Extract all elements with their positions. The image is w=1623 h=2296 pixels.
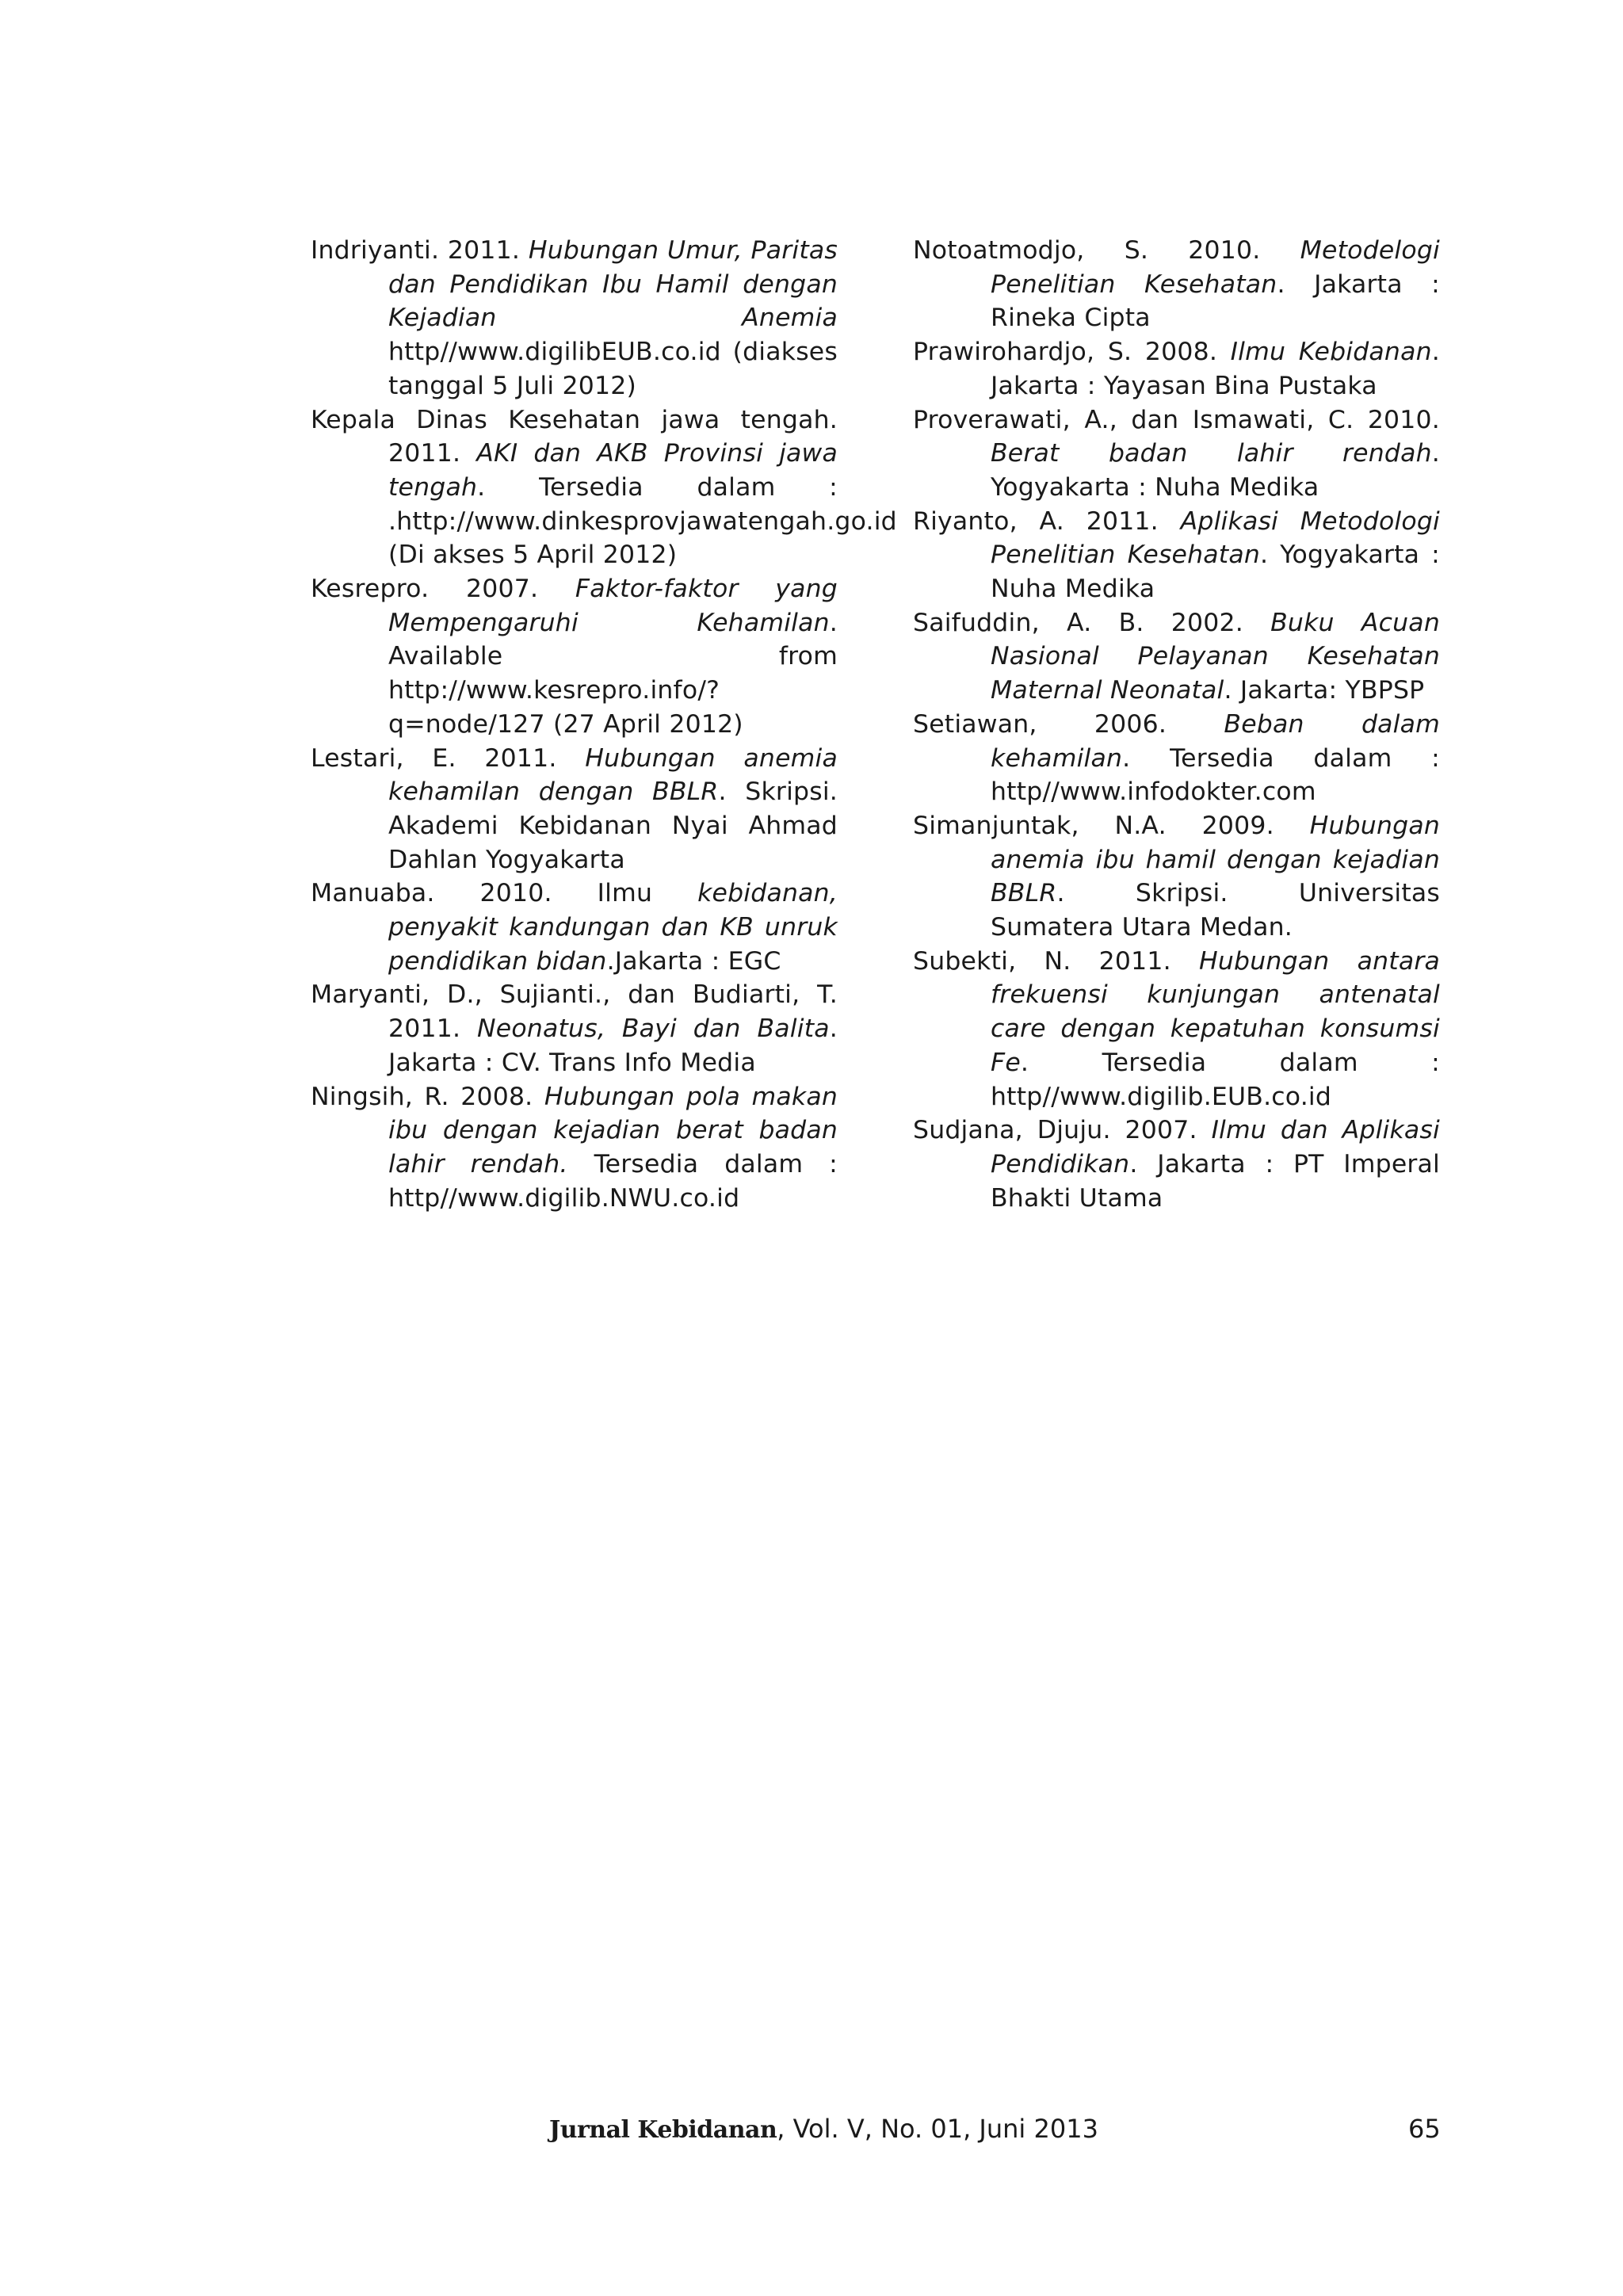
reference-entry: Ningsih, R. 2008. Hubungan pola makan ibu dengan kejadian berat badan lahir rendah. Tersedia dalam : http//www.digilib.NWU.co.id [311,1082,838,1213]
reference-entry: Proverawati, A., dan Ismawati, C. 2010. Berat badan lahir rendah. Yogyakarta : Nuha Medika [913,405,1440,502]
reference-entry: Kepala Dinas Kesehatan jawa tengah. 2011. AKI dan AKB Provinsi jawa tengah. Tersedia dalam : .http://www.dinkesprovjawatengah.go.id (Di akses 5 April 2012) [311,405,897,570]
references-right-column [913,234,1440,1215]
journal-name: Jurnal Kebidanan [549,2116,777,2144]
reference-entry: Notoatmodjo, S. 2010. Metodelogi Penelitian Kesehatan. Jakarta : Rineka Cipta [913,236,1440,333]
reference-entry: Lestari, E. 2011. Hubungan anemia kehamilan dengan BBLR. Skripsi. Akademi Kebidanan Nyai Ahmad Dahlan Yogyakarta [311,743,838,874]
reference-entry: Subekti, N. 2011. Hubungan antara frekuensi kunjungan antenatal care dengan kepatuhan konsumsi Fe. Tersedia dalam : http//www.digilib.EUB.co.id [913,946,1440,1111]
page-footer [0,2111,1623,2151]
reference-entry: Maryanti, D., Sujianti., dan Budiarti, T. 2011. Neonatus, Bayi dan Balita. Jakarta : CV. Trans Info Media [311,980,838,1077]
journal-issue: , Vol. V, No. 01, Juni 2013 [777,2114,1098,2144]
reference-entry: Saifuddin, A. B. 2002. Buku Acuan Nasional Pelayanan Kesehatan Maternal Neonatal. Jakarta: YBPSP [913,608,1440,705]
reference-entry: Manuaba. 2010. Ilmu kebidanan, penyakit kandungan dan KB unruk pendidikan bidan.Jakarta : EGC [311,879,838,976]
reference-entry: Prawirohardjo, S. 2008. Ilmu Kebidanan. Jakarta : Yayasan Bina Pustaka [913,338,1440,400]
reference-entry: Setiawan, 2006. Beban dalam kehamilan. Tersedia dalam : http//www.infodokter.com [913,709,1440,807]
journal-citation [549,2111,1098,2148]
references-left-column [311,234,897,1215]
reference-entry: Indriyanti. 2011. Hubungan Umur, Paritas dan Pendidikan Ibu Hamil dengan Kejadian Anemia http//www.digilibEUB.co.id (diakses tanggal 5 Juli 2012) [311,236,838,400]
page-number: 65 [1408,2114,1441,2144]
reference-entry: Simanjuntak, N.A. 2009. Hubungan anemia ibu hamil dengan kejadian BBLR. Skripsi. Universitas Sumatera Utara Medan. [913,811,1440,942]
reference-entry: Riyanto, A. 2011. Aplikasi Metodologi Penelitian Kesehatan. Yogyakarta : Nuha Medika [913,506,1440,604]
reference-entry: Sudjana, Djuju. 2007. Ilmu dan Aplikasi Pendidikan. Jakarta : PT Imperal Bhakti Utama [913,1116,1440,1213]
reference-entry: Kesrepro. 2007. Faktor-faktor yang Mempengaruhi Kehamilan. Available from http://www.kesrepro.info/?q=node/127 (27 April 2012) [311,575,838,739]
